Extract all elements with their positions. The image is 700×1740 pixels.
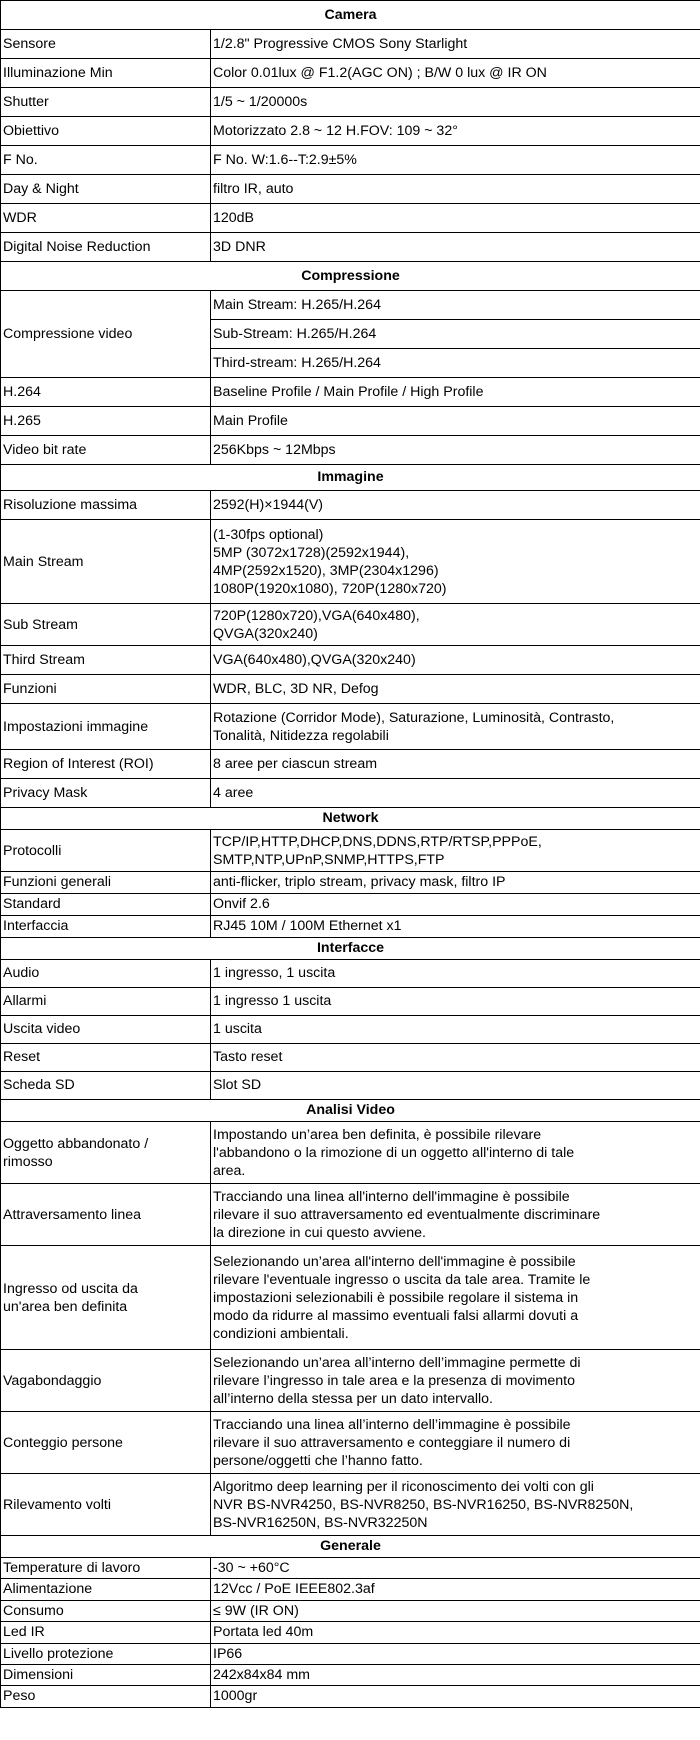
spec-value: 2592(H)×1944(V) bbox=[211, 491, 700, 520]
spec-label: Uscita video bbox=[1, 1016, 211, 1044]
spec-label: Oggetto abbandonato / rimosso bbox=[1, 1122, 211, 1184]
spec-value: F No. W:1.6--T:2.9±5% bbox=[211, 146, 700, 175]
spec-row-temperature-di-lavoro bbox=[1, 1558, 700, 1579]
spec-label: Region of Interest (ROI) bbox=[1, 750, 211, 779]
spec-row-reset bbox=[1, 1044, 700, 1072]
spec-label: Risoluzione massima bbox=[1, 491, 211, 520]
spec-label: Vagabondaggio bbox=[1, 1350, 211, 1412]
spec-row-protocolli bbox=[1, 830, 700, 872]
spec-label: Sub Stream bbox=[1, 604, 211, 646]
spec-value: 1/5 ~ 1/20000s bbox=[211, 88, 700, 117]
section-title: Immagine bbox=[1, 465, 700, 491]
spec-row-f-no bbox=[1, 146, 700, 175]
spec-row-oggetto-abbandonato-rimosso bbox=[1, 1122, 700, 1184]
spec-label: Shutter bbox=[1, 88, 211, 117]
spec-row-illuminazione-min bbox=[1, 59, 700, 88]
section-header-network bbox=[1, 808, 700, 830]
spec-value: Portata led 40m bbox=[211, 1622, 700, 1643]
spec-row-attraversamento-linea bbox=[1, 1184, 700, 1246]
spec-label: Compressione video bbox=[1, 291, 211, 378]
spec-value: VGA(640x480),QVGA(320x240) bbox=[211, 646, 700, 675]
spec-value: (1-30fps optional) 5MP (3072x1728)(2592x1944), 4MP(2592x1520), 3MP(2304x1296) 1080P(1920x1080), 720P(1280x720) bbox=[211, 520, 700, 604]
spec-label: Dimensioni bbox=[1, 1665, 211, 1686]
spec-value: 1000gr bbox=[211, 1686, 700, 1707]
spec-label: Third Stream bbox=[1, 646, 211, 675]
spec-row-scheda-sd bbox=[1, 1072, 700, 1100]
spec-row-shutter bbox=[1, 88, 700, 117]
section-header-generale bbox=[1, 1536, 700, 1558]
spec-row-compressione-video bbox=[1, 291, 700, 320]
spec-value: 8 aree per ciascun stream bbox=[211, 750, 700, 779]
spec-value: 1 ingresso, 1 uscita bbox=[211, 960, 700, 988]
spec-row-standard bbox=[1, 894, 700, 916]
spec-value: 4 aree bbox=[211, 779, 700, 808]
spec-row-day-night bbox=[1, 175, 700, 204]
spec-value: Baseline Profile / Main Profile / High Profile bbox=[211, 378, 700, 407]
spec-label: Attraversamento linea bbox=[1, 1184, 211, 1246]
spec-value: Rotazione (Corridor Mode), Saturazione, Luminosità, Contrasto, Tonalità, Nitidezza regolabili bbox=[211, 704, 700, 750]
spec-row-alimentazione bbox=[1, 1579, 700, 1600]
spec-label: Protocolli bbox=[1, 830, 211, 872]
spec-row-risoluzione-massima bbox=[1, 491, 700, 520]
spec-label: Audio bbox=[1, 960, 211, 988]
spec-row-dimensioni bbox=[1, 1665, 700, 1686]
spec-value: Color 0.01lux @ F1.2(AGC ON) ; B/W 0 lux @ IR ON bbox=[211, 59, 700, 88]
spec-label: Livello protezione bbox=[1, 1643, 211, 1664]
spec-label: Illuminazione Min bbox=[1, 59, 211, 88]
spec-value: 12Vcc / PoE IEEE802.3af bbox=[211, 1579, 700, 1600]
spec-value: Slot SD bbox=[211, 1072, 700, 1100]
spec-row-led-ir bbox=[1, 1622, 700, 1643]
spec-value: 1 ingresso 1 uscita bbox=[211, 988, 700, 1016]
spec-label: Conteggio persone bbox=[1, 1412, 211, 1474]
section-title: Compressione bbox=[1, 262, 700, 291]
spec-label: Privacy Mask bbox=[1, 779, 211, 808]
spec-row-livello-protezione bbox=[1, 1643, 700, 1664]
section-header-interfacce bbox=[1, 938, 700, 960]
spec-row-funzioni-generali bbox=[1, 872, 700, 894]
spec-value: Selezionando un’area all’interno dell’immagine permette di rilevare l’ingresso in tale area e la presenza di movimento all’interno della stessa per un dato intervallo. bbox=[211, 1350, 700, 1412]
spec-label: Scheda SD bbox=[1, 1072, 211, 1100]
spec-row-uscita-video bbox=[1, 1016, 700, 1044]
spec-value: 1 uscita bbox=[211, 1016, 700, 1044]
section-header-compressione bbox=[1, 262, 700, 291]
spec-value: RJ45 10M / 100M Ethernet x1 bbox=[211, 916, 700, 938]
spec-label: Ingresso od uscita da un'area ben definita bbox=[1, 1246, 211, 1350]
spec-value: Algoritmo deep learning per il riconoscimento dei volti con gli NVR BS-NVR4250, BS-NVR8250, BS-NVR16250, BS-NVR8250N, BS-NVR16250N, BS-NVR32250N bbox=[211, 1474, 700, 1536]
spec-row-allarmi bbox=[1, 988, 700, 1016]
spec-value: Selezionando un’area all'interno dell'immagine è possibile rilevare l'eventuale ingresso o uscita da tale area. Tramite le impostazioni selezionabili è possibile regolare il sistema in modo da ridurre al massimo eventuali falsi allarmi dovuti a condizioni ambientali. bbox=[211, 1246, 700, 1350]
spec-row-obiettivo bbox=[1, 117, 700, 146]
spec-value: Impostando un’area ben definita, è possibile rilevare l'abbandono o la rimozione di un oggetto all'interno di tale area. bbox=[211, 1122, 700, 1184]
section-title: Network bbox=[1, 808, 700, 830]
spec-row-main-stream bbox=[1, 520, 700, 604]
spec-value: 720P(1280x720),VGA(640x480), QVGA(320x240) bbox=[211, 604, 700, 646]
spec-value: Sub-Stream: H.265/H.264 bbox=[211, 320, 700, 349]
spec-label: Led IR bbox=[1, 1622, 211, 1643]
spec-value: anti-flicker, triplo stream, privacy mask, filtro IP bbox=[211, 872, 700, 894]
spec-value: Main Profile bbox=[211, 407, 700, 436]
section-header-analisi-video bbox=[1, 1100, 700, 1122]
spec-label: Video bit rate bbox=[1, 436, 211, 465]
spec-row-sub-stream bbox=[1, 604, 700, 646]
spec-row-digital-noise-reduction bbox=[1, 233, 700, 262]
spec-value: 256Kbps ~ 12Mbps bbox=[211, 436, 700, 465]
spec-label: Impostazioni immagine bbox=[1, 704, 211, 750]
spec-label: Funzioni generali bbox=[1, 872, 211, 894]
section-title: Interfacce bbox=[1, 938, 700, 960]
section-title: Generale bbox=[1, 1536, 700, 1558]
spec-row-privacy-mask bbox=[1, 779, 700, 808]
spec-label: Standard bbox=[1, 894, 211, 916]
spec-row-wdr bbox=[1, 204, 700, 233]
spec-row-impostazioni-immagine bbox=[1, 704, 700, 750]
spec-value: WDR, BLC, 3D NR, Defog bbox=[211, 675, 700, 704]
spec-row-interfaccia bbox=[1, 916, 700, 938]
spec-row-video-bit-rate bbox=[1, 436, 700, 465]
spec-label: Sensore bbox=[1, 30, 211, 59]
spec-row-third-stream bbox=[1, 646, 700, 675]
spec-label: Consumo bbox=[1, 1600, 211, 1621]
spec-row-h-264 bbox=[1, 378, 700, 407]
spec-value: 242x84x84 mm bbox=[211, 1665, 700, 1686]
spec-row-rilevamento-volti bbox=[1, 1474, 700, 1536]
spec-label: H.265 bbox=[1, 407, 211, 436]
spec-value: IP66 bbox=[211, 1643, 700, 1664]
spec-label: H.264 bbox=[1, 378, 211, 407]
section-header-camera bbox=[1, 1, 700, 30]
spec-row-ingresso-od-uscita-da-un-area-ben-definita bbox=[1, 1246, 700, 1350]
spec-value: -30 ~ +60°C bbox=[211, 1558, 700, 1579]
spec-value: Motorizzato 2.8 ~ 12 H.FOV: 109 ~ 32° bbox=[211, 117, 700, 146]
spec-row-conteggio-persone bbox=[1, 1412, 700, 1474]
spec-row-peso bbox=[1, 1686, 700, 1707]
spec-value: Onvif 2.6 bbox=[211, 894, 700, 916]
spec-value: TCP/IP,HTTP,DHCP,DNS,DDNS,RTP/RTSP,PPPoE, SMTP,NTP,UPnP,SNMP,HTTPS,FTP bbox=[211, 830, 700, 872]
spec-label: Rilevamento volti bbox=[1, 1474, 211, 1536]
spec-value: 3D DNR bbox=[211, 233, 700, 262]
spec-label: Digital Noise Reduction bbox=[1, 233, 211, 262]
spec-label: Allarmi bbox=[1, 988, 211, 1016]
spec-value: Tracciando una linea all’interno dell’immagine è possibile rilevare il suo attraversamento e conteggiare il numero di persone/oggetti che l’hanno fatto. bbox=[211, 1412, 700, 1474]
spec-value: Tracciando una linea all'interno dell'immagine è possibile rilevare il suo attraversamento ed eventualmente discriminare la direzione in cui questo avviene. bbox=[211, 1184, 700, 1246]
spec-value: ≤ 9W (IR ON) bbox=[211, 1600, 700, 1621]
spec-row-sensore bbox=[1, 30, 700, 59]
spec-value: 1/2.8" Progressive CMOS Sony Starlight bbox=[211, 30, 700, 59]
spec-value: Third-stream: H.265/H.264 bbox=[211, 349, 700, 378]
spec-label: Day & Night bbox=[1, 175, 211, 204]
spec-row-funzioni bbox=[1, 675, 700, 704]
spec-label: Obiettivo bbox=[1, 117, 211, 146]
spec-label: Main Stream bbox=[1, 520, 211, 604]
spec-label: Interfaccia bbox=[1, 916, 211, 938]
spec-label: Reset bbox=[1, 1044, 211, 1072]
spec-row-vagabondaggio bbox=[1, 1350, 700, 1412]
spec-row-consumo bbox=[1, 1600, 700, 1621]
section-title: Analisi Video bbox=[1, 1100, 700, 1122]
spec-value: 120dB bbox=[211, 204, 700, 233]
spec-label: Peso bbox=[1, 1686, 211, 1707]
spec-value: filtro IR, auto bbox=[211, 175, 700, 204]
spec-label: Temperature di lavoro bbox=[1, 1558, 211, 1579]
spec-value: Tasto reset bbox=[211, 1044, 700, 1072]
spec-row-audio bbox=[1, 960, 700, 988]
section-title: Camera bbox=[1, 1, 700, 30]
spec-label: F No. bbox=[1, 146, 211, 175]
spec-label: Alimentazione bbox=[1, 1579, 211, 1600]
spec-label: WDR bbox=[1, 204, 211, 233]
spec-label: Funzioni bbox=[1, 675, 211, 704]
section-header-immagine bbox=[1, 465, 700, 491]
spec-value: Main Stream: H.265/H.264 bbox=[211, 291, 700, 320]
spec-row-h-265 bbox=[1, 407, 700, 436]
spec-row-region-of-interest-roi bbox=[1, 750, 700, 779]
